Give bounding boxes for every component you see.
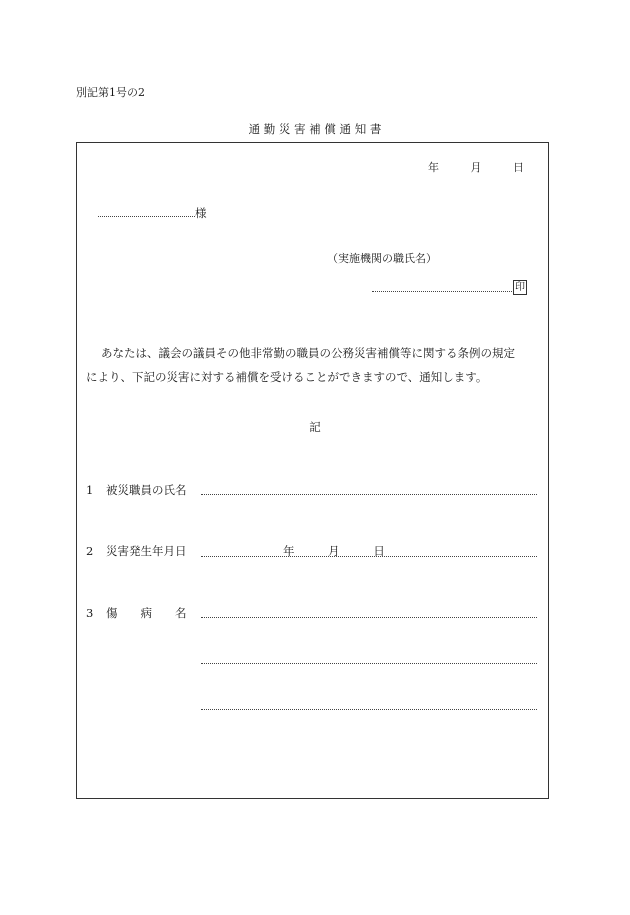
notice-body-line-1: あなたは、議会の議員その他非常勤の職員の公務災害補償等に関する条例の規定 — [101, 346, 515, 360]
addressee-suffix: 様 — [195, 206, 207, 220]
notice-body — [86, 341, 546, 389]
item-label: 災害発生年月日 — [106, 544, 187, 558]
issue-day-label: 日 — [513, 161, 524, 174]
issuer-signature — [372, 279, 527, 295]
issue-date — [428, 159, 524, 175]
item-number: 3 — [86, 606, 94, 620]
item-injury-name — [86, 605, 187, 621]
form-number: 別記第1号の2 — [76, 86, 145, 99]
accident-day-label: 日 — [373, 544, 385, 558]
form-frame — [76, 142, 549, 799]
ki-heading: 記 — [309, 420, 321, 434]
document-title: 通 勤 災 害 補 償 通 知 書 — [248, 122, 382, 136]
issue-year-label: 年 — [428, 161, 439, 174]
item-number: 2 — [86, 544, 94, 558]
notice-body-line-2: により、下記の災害に対する補償を受けることができますので、通知します。 — [86, 370, 488, 384]
issuer-label: （実施機関の職氏名） — [327, 252, 437, 265]
accident-month-label: 月 — [328, 544, 340, 558]
injury-name-field-1[interactable] — [201, 617, 537, 618]
accident-date-units — [283, 543, 385, 559]
item-number: 1 — [86, 483, 94, 497]
accident-year-label: 年 — [283, 544, 295, 558]
addressee-name-field[interactable] — [98, 206, 195, 217]
item-accident-date — [86, 543, 187, 559]
item-victim-name — [86, 482, 187, 498]
victim-name-field[interactable] — [201, 494, 537, 495]
injury-name-field-2[interactable] — [201, 663, 537, 664]
item-label: 傷 病 名 — [106, 606, 187, 620]
issue-month-label: 月 — [470, 161, 482, 174]
item-label: 被災職員の氏名 — [106, 483, 187, 497]
addressee — [98, 205, 207, 221]
seal-mark: 印 — [515, 282, 525, 293]
issuer-name-field[interactable] — [372, 279, 512, 292]
injury-name-field-3[interactable] — [201, 709, 537, 710]
